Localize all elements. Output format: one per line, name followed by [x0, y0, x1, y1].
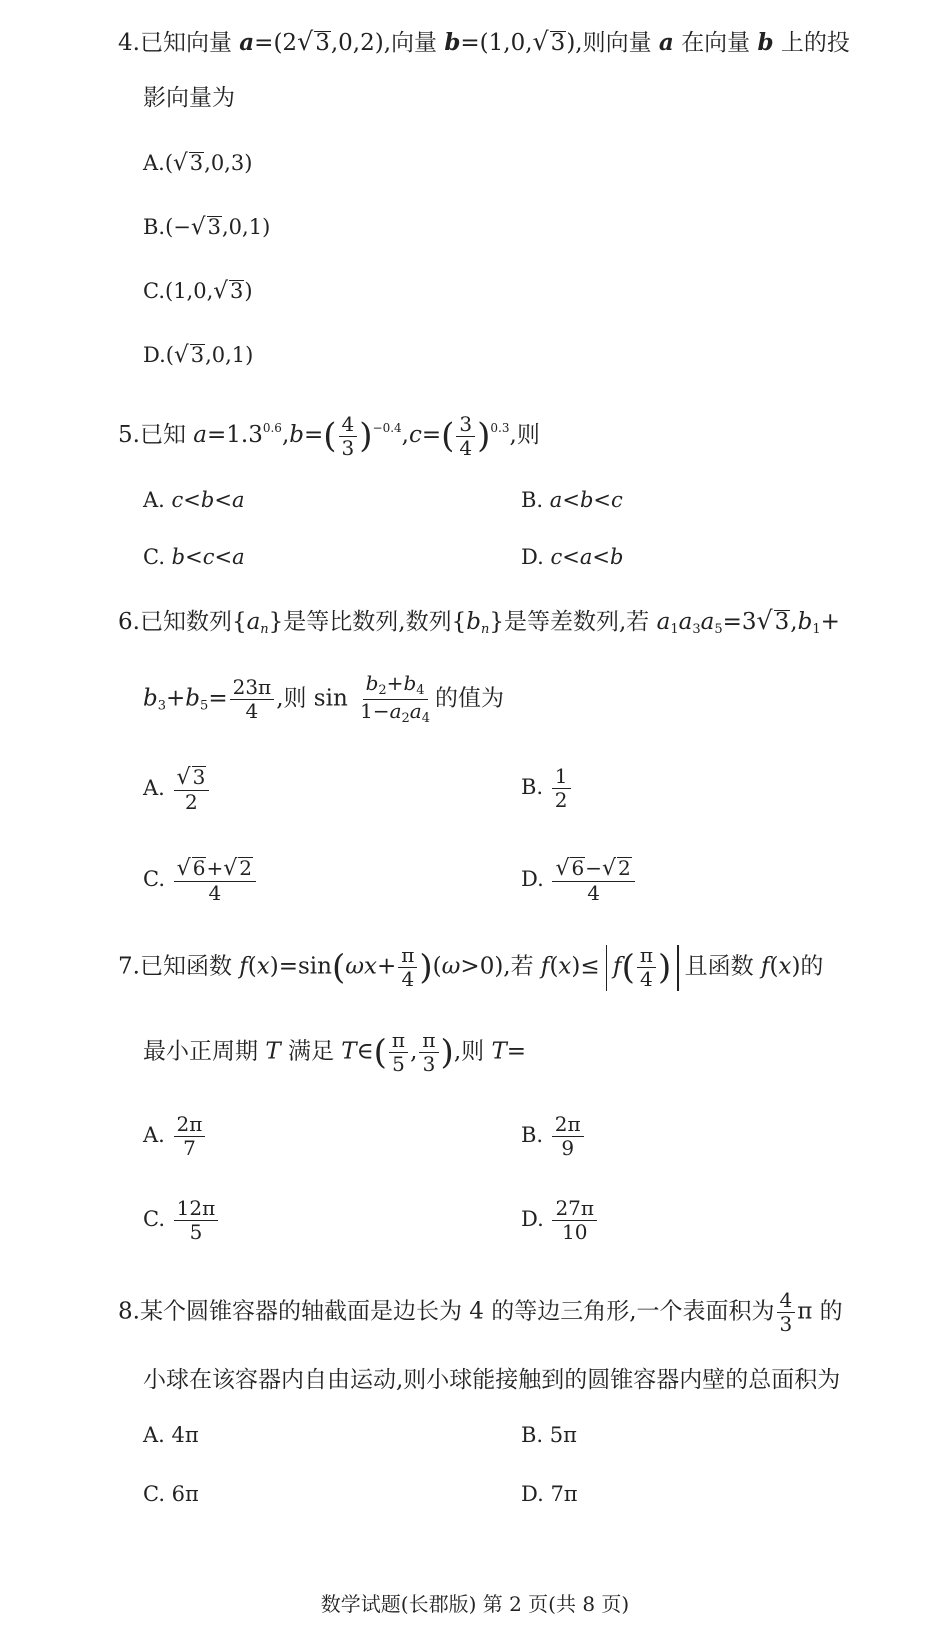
q7-option-b: B. $\frac{2\pi}{9}$: [521, 1113, 586, 1160]
q8-option-d: D. 7π: [521, 1482, 578, 1506]
q5-stem: 5.已知 $a=1.3^{0.6},b=$( $\frac{4}{3}$ )$^{-0.4}$,c=( $\frac{3}{4}$ )$^{0.3}$,则: [118, 411, 540, 460]
q6-stem-line1: 6.已知数列$\{a_n\}$是等比数列,数列$\{b_n\}$是等差数列,若 $a_1a_3a_5=3√3,b_1+$: [118, 606, 840, 637]
q6-option-a: A. $\frac{√ 3}{2}$: [143, 765, 211, 814]
page-footer: 数学试题(长郡版) 第 2 页(共 8 页): [320, 1592, 630, 1616]
q6-option-d: D. $\frac{√ 6-√ 2}{4}$: [521, 856, 637, 905]
q6-option-c: C. $\frac{√ 6+√ 2}{4}$: [143, 856, 258, 905]
q7-stem-line2: 最小正周期 T 满足 T∈( $\frac{\pi}{5}$ , $\frac{\pi}{3}$ ),则 T=: [143, 1028, 527, 1076]
q8-option-c: C. 6π: [143, 1482, 199, 1506]
q4-option-b: B.(−√3,0,1): [143, 214, 271, 240]
q8-stem-line2: 小球在该容器内自由运动,则小球能接触到的圆锥容器内壁的总面积为: [143, 1367, 841, 1393]
q4-option-a: A.(√3,0,3): [143, 150, 253, 176]
q5-option-a: A. c<b<a: [143, 488, 245, 512]
q7-option-a: A. $\frac{2\pi}{7}$: [143, 1113, 207, 1160]
q5-option-d: D. c<a<b: [521, 545, 624, 569]
q8-option-a: A. 4π: [143, 1423, 199, 1447]
q5-option-c: C. b<c<a: [143, 545, 245, 569]
q5-option-b: B. a<b<c: [521, 488, 623, 512]
q4-option-d: D.(√3,0,1): [143, 342, 254, 368]
q7-stem-line1: 7.已知函数 f(x)=sin(ωx+ $\frac{\pi}{4}$ )(ω>0),若 f(x)≤ f( $\frac{\pi}{4}$ ) 且函数 f(x)的: [118, 943, 824, 991]
q7-option-d: D. $\frac{27\pi}{10}$: [521, 1197, 599, 1244]
q6-option-b: B. $\frac{1}{2}$: [521, 765, 573, 812]
q4-stem-line1: 4.已知向量 a=(2√3,0,2),向量 b=(1,0,√3),则向量 a 在向量 b 上的投: [118, 27, 850, 56]
q6-stem-line2: $b_3+b_5=$ $\frac{23\pi}{4}$ ,则 sin $\frac{b_2+b_4}{1-a_2a_4}$ 的值为: [143, 671, 505, 726]
q8-option-b: B. 5π: [521, 1423, 577, 1447]
q4-option-c: C.(1,0,√3): [143, 278, 253, 304]
q8-stem-line1: 8.某个圆锥容器的轴截面是边长为 4 的等边三角形,一个表面积为 $\frac{4}{3}$ π 的: [118, 1288, 843, 1336]
q7-option-c: C. $\frac{12\pi}{5}$: [143, 1197, 220, 1244]
q4-stem-line2: 影向量为: [143, 85, 235, 111]
